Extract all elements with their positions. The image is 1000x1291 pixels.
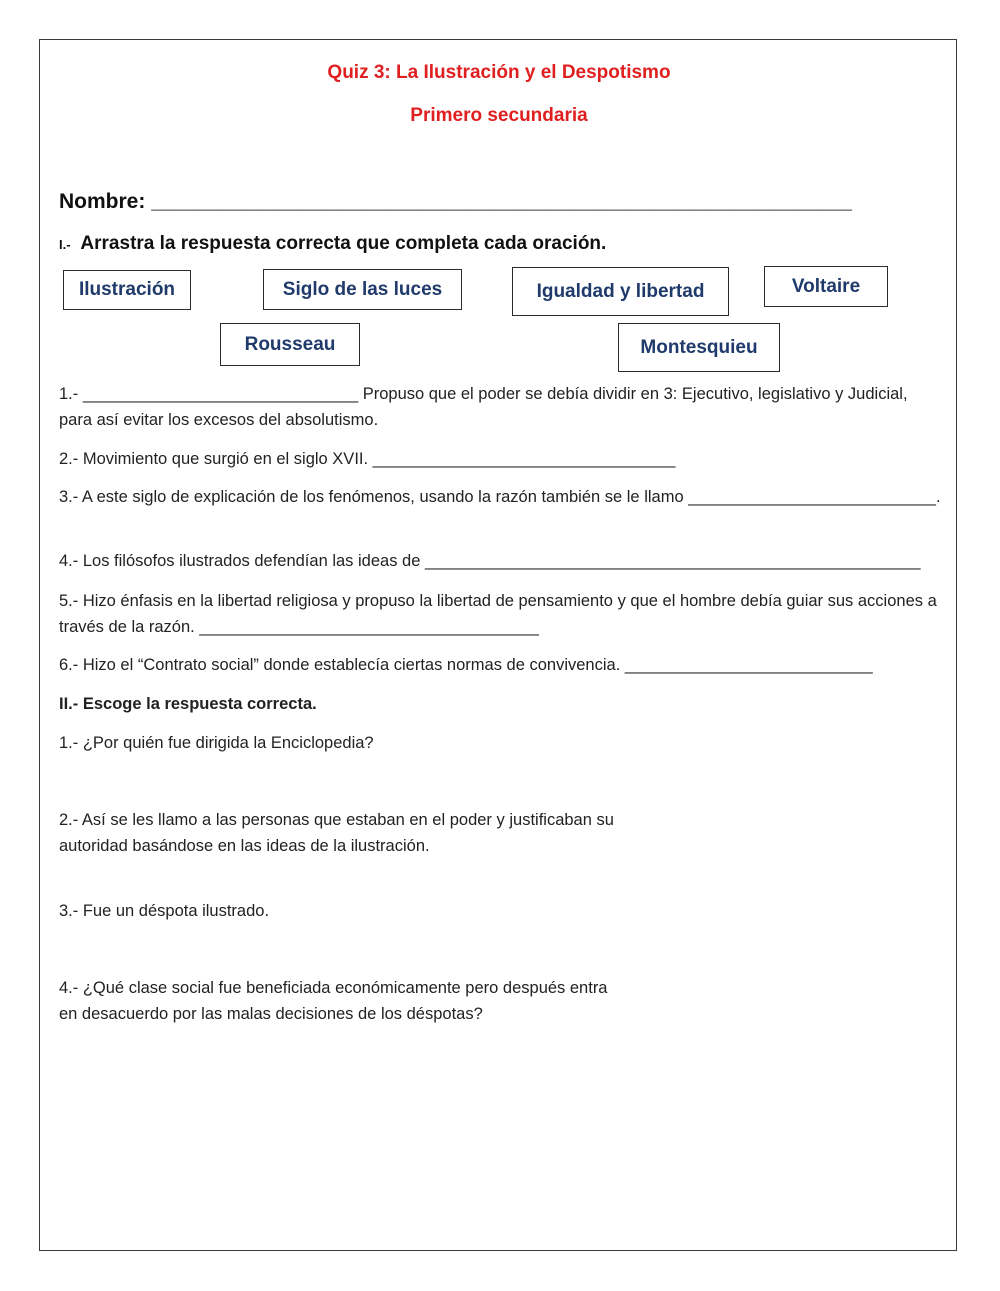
name-label: Nombre:: [59, 190, 152, 213]
s2-item-3: 3.- Fue un déspota ilustrado.: [59, 902, 270, 920]
chip-voltaire[interactable]: Voltaire: [764, 266, 888, 307]
s2-item-1: 1.- ¿Por quién fue dirigida la Enciclopedia?: [59, 734, 374, 752]
s1-item-6[interactable]: 6.- Hizo el “Contrato social” donde establecía ciertas normas de convivencia. ___________________________: [59, 656, 873, 674]
chip-ilustracion[interactable]: Ilustración: [63, 270, 191, 310]
s1-item-1[interactable]: 1.- ______________________________ Propuso que el poder se debía dividir en 3: Ejecutivo, legislativo y Judicial, para así evitar los excesos del absolutismo.: [59, 385, 908, 429]
quiz-subtitle: Primero secundaria: [410, 105, 588, 126]
chip-igualdad-y-libertad[interactable]: Igualdad y libertad: [512, 267, 729, 316]
s1-item-2[interactable]: 2.- Movimiento que surgió en el siglo XVII. _________________________________: [59, 450, 676, 468]
s2-item-2: 2.- Así se les llamo a las personas que estaban en el poder y justificaban su autoridad basándose en las ideas de la ilustración.: [59, 811, 614, 855]
name-field[interactable]: [59, 190, 852, 214]
name-blank[interactable]: ____________________________________________________________: [151, 190, 852, 213]
section-1-instruction-text: Arrastra la respuesta correcta que completa cada oración.: [80, 233, 607, 254]
s1-item-5[interactable]: 5.- Hizo énfasis en la libertad religiosa y propuso la libertad de pensamiento y que el hombre debía guiar sus acciones a través de la razón. _____________________________________: [59, 592, 937, 636]
quiz-title: Quiz 3: La Ilustración y el Despotismo: [327, 62, 671, 83]
chip-rousseau[interactable]: Rousseau: [220, 323, 360, 366]
s1-item-4[interactable]: 4.- Los filósofos ilustrados defendían las ideas de ______________________________________________________: [59, 552, 921, 570]
section-1-numeral: I.-: [59, 237, 71, 252]
chip-siglo-de-las-luces[interactable]: Siglo de las luces: [263, 269, 462, 310]
worksheet-page: [39, 39, 957, 1251]
chip-montesquieu[interactable]: Montesquieu: [618, 323, 780, 372]
s1-item-3[interactable]: 3.- A este siglo de explicación de los fenómenos, usando la razón también se le llamo ___________________________.: [59, 488, 941, 506]
section-1-instruction: [59, 233, 606, 255]
s2-item-4: 4.- ¿Qué clase social fue beneficiada económicamente pero después entra en desacuerdo por las malas decisiones de los déspotas?: [59, 979, 608, 1023]
section-2-instruction: II.- Escoge la respuesta correcta.: [59, 695, 317, 713]
